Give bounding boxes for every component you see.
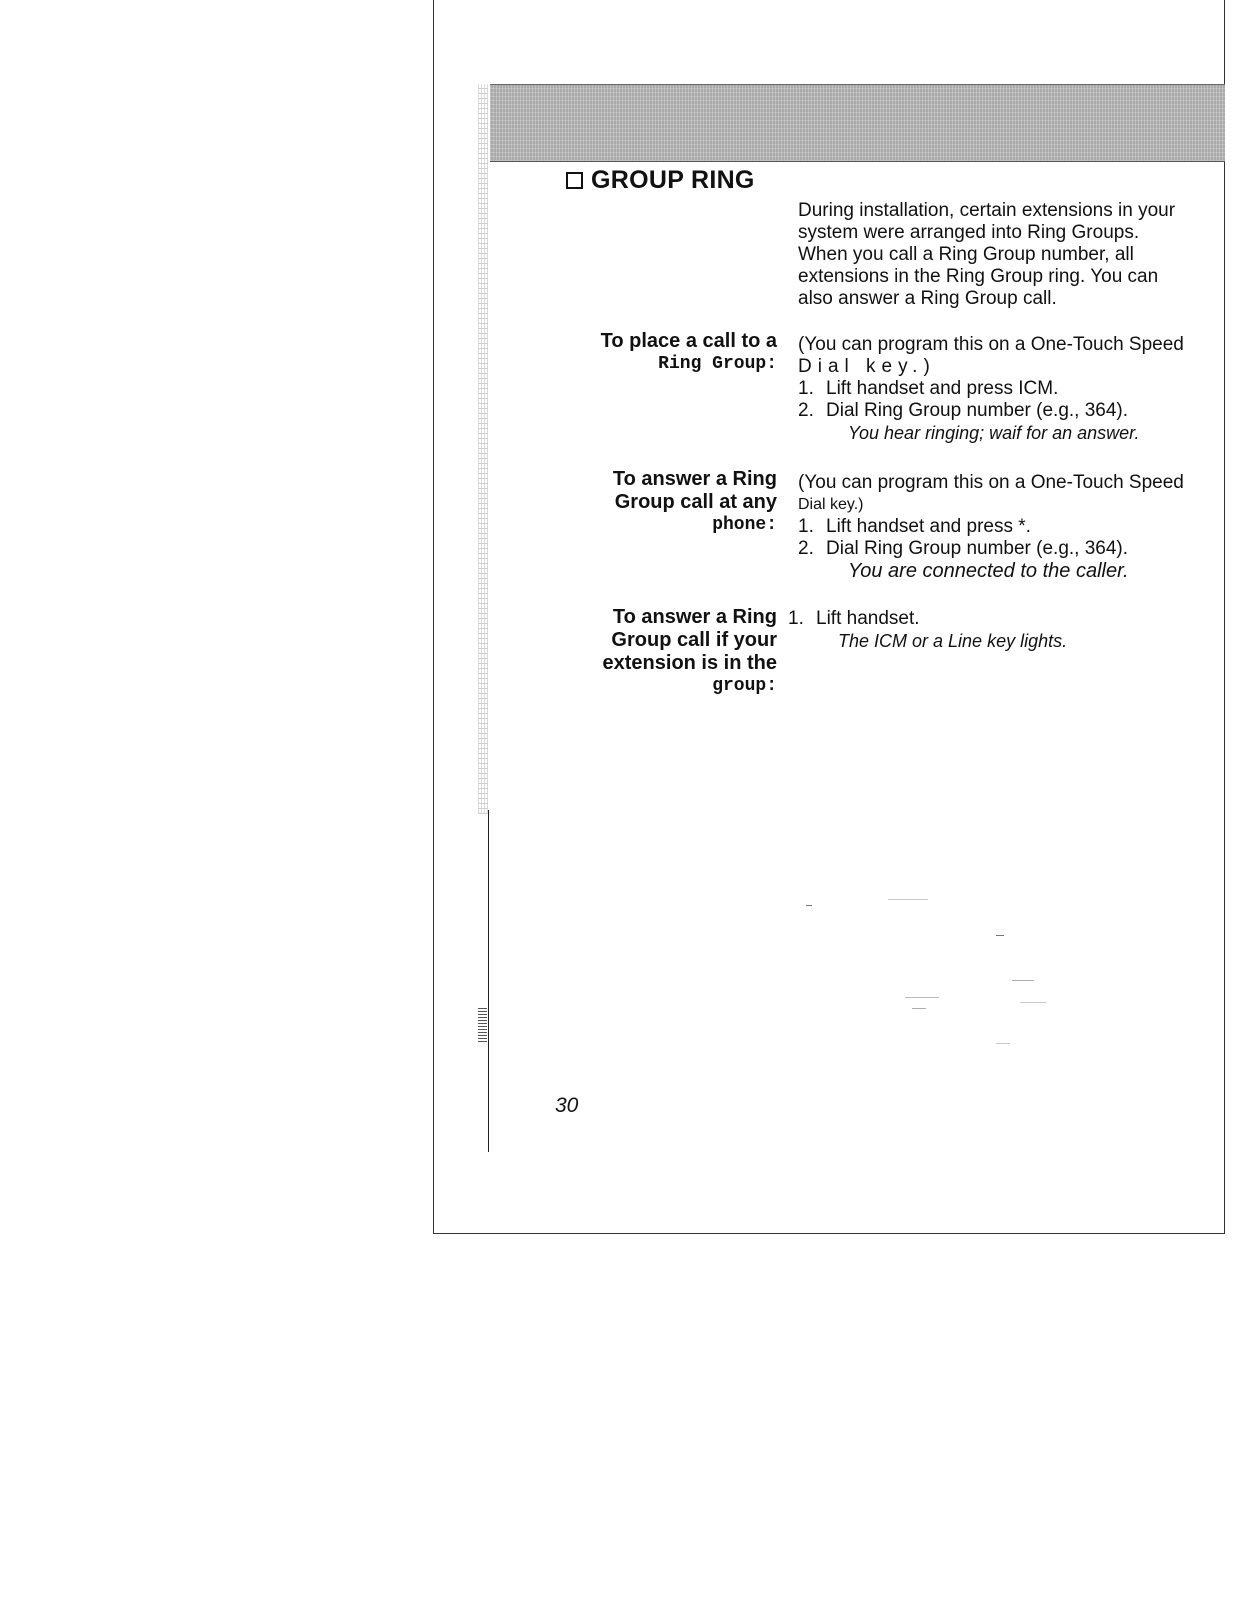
answer-any-result: You are connected to the caller. xyxy=(848,560,1129,582)
scan-speck xyxy=(996,1043,1010,1044)
page-number: 30 xyxy=(555,1094,579,1117)
answer-group-body xyxy=(788,608,1178,652)
section-title xyxy=(566,166,755,195)
answer-any-label-line2: Group call at any xyxy=(614,491,777,513)
answer-group-label xyxy=(603,606,777,698)
place-call-note-line2: Dial key.) xyxy=(798,356,936,377)
answer-group-steps xyxy=(788,608,1178,630)
place-call-label-line1: To place a call to a xyxy=(600,330,777,352)
answer-any-steps xyxy=(798,516,1188,560)
scan-speck xyxy=(905,997,939,998)
answer-any-note-line2: Dial key.) xyxy=(798,496,864,513)
scan-speck xyxy=(1012,980,1034,981)
answer-any-body xyxy=(798,472,1188,582)
answer-any-label-line3: phone: xyxy=(712,515,777,535)
answer-group-result: The ICM or a Line key lights. xyxy=(838,631,1068,651)
step-number: 2. xyxy=(798,400,814,421)
place-call-note-line1: (You can program this on a One-Touch Speed xyxy=(798,334,1184,355)
place-call-steps xyxy=(798,378,1188,422)
step-text: Dial Ring Group number (e.g., 364). xyxy=(826,538,1129,559)
step-text: Lift handset. xyxy=(816,608,920,629)
step-text: Lift handset and press ICM. xyxy=(826,378,1059,399)
scan-speck xyxy=(806,905,812,906)
answer-group-label-line1: To answer a Ring xyxy=(612,606,777,628)
answer-group-label-line2: Group call if your xyxy=(611,629,777,651)
step-item xyxy=(798,400,1188,422)
header-band xyxy=(490,84,1225,162)
scan-speck xyxy=(912,1008,926,1009)
step-item xyxy=(798,378,1188,400)
place-call-result: You hear ringing; waif for an answer. xyxy=(848,423,1140,443)
scan-speck xyxy=(888,899,928,900)
binding-edge xyxy=(478,84,488,814)
step-number: 1. xyxy=(798,516,814,537)
intro-paragraph: During installation, certain extensions in your system were arranged into Ring Groups. When you call a Ring Group number, all extensions in the Ring Group ring. You can also answer a Ring Group call. xyxy=(798,200,1176,309)
answer-group-label-line4: group: xyxy=(712,676,777,696)
binding-mark xyxy=(478,1008,487,1042)
scan-speck xyxy=(996,935,1004,936)
binding-line xyxy=(488,810,489,1152)
step-number: 2. xyxy=(798,538,814,559)
answer-any-label-line1: To answer a Ring xyxy=(612,468,777,490)
place-call-body xyxy=(798,334,1188,444)
step-text: Dial Ring Group number (e.g., 364). xyxy=(826,400,1129,421)
step-item xyxy=(798,516,1188,538)
section-title-text: GROUP RING xyxy=(591,166,755,194)
place-call-label xyxy=(601,330,777,376)
step-item xyxy=(788,608,1178,630)
answer-any-note-line1: (You can program this on a One-Touch Speed xyxy=(798,472,1184,493)
step-number: 1. xyxy=(798,378,814,399)
answer-any-label xyxy=(613,468,777,537)
scan-speck xyxy=(1020,1002,1046,1003)
step-text: Lift handset and press *. xyxy=(826,516,1031,537)
step-item xyxy=(798,538,1188,560)
step-number: 1. xyxy=(788,608,804,629)
place-call-label-line2: Ring Group: xyxy=(658,354,777,374)
answer-group-label-line3: extension is in the xyxy=(602,652,777,674)
checkbox-icon xyxy=(566,172,583,189)
